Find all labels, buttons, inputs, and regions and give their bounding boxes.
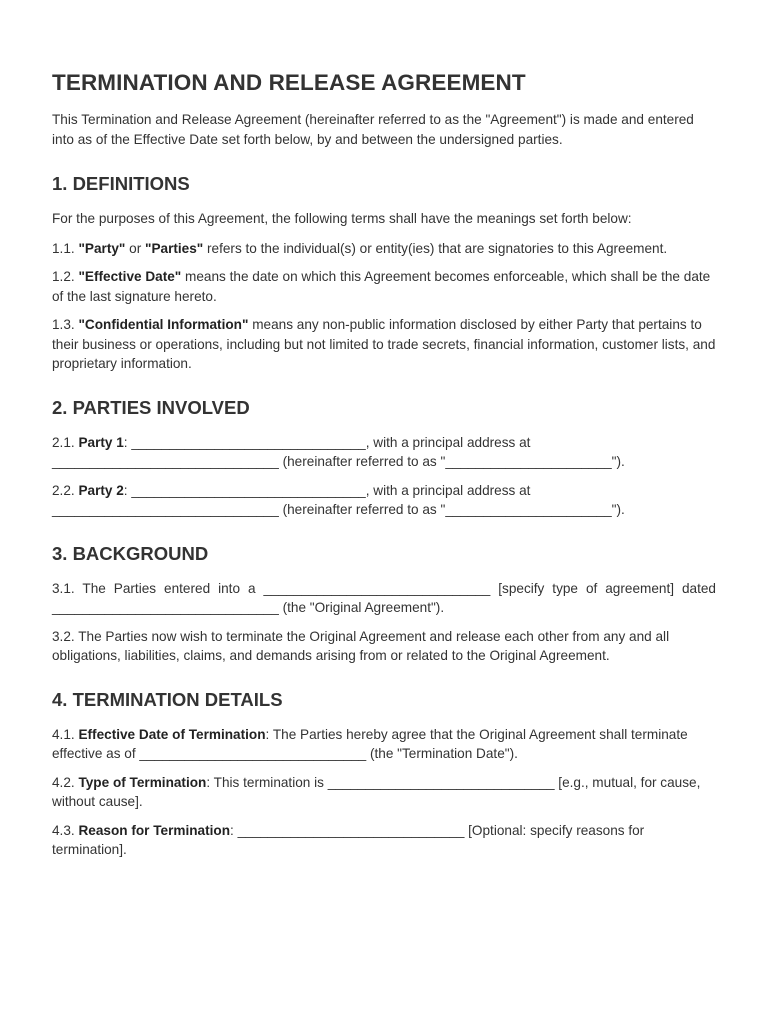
intro-paragraph: This Termination and Release Agreement (hereinafter referred to as the "Agreement") is made and entered into as of the Effective Date set forth below, by and between the undersigned parties. (52, 112, 694, 147)
item-number: 1.3. (52, 317, 79, 332)
section-heading-definitions: 1. DEFINITIONS (52, 173, 190, 194)
definition-text: refers to the individual(s) or entity(ies) that are signatories to this Agreement. (203, 240, 668, 256)
item-number: 1.2. (52, 269, 79, 284)
definition-text: means the date on which this Agreement becomes enforceable, which shall be the date of the last signature hereto. (52, 269, 711, 304)
defined-term: "Parties" (145, 240, 204, 256)
definition-item-party (52, 239, 716, 259)
defined-term: "Effective Date" (78, 269, 182, 284)
background-item-1: 3.1. The Parties entered into a ______________________________ [specify type of agreement] dated ______________________________ (the "Original Agreement"). (52, 580, 716, 615)
clause-text: : This termination is ______________________________ [e.g., mutual, for cause, without cause]. (52, 774, 701, 809)
item-number: 4.2. (52, 774, 79, 790)
document-title: TERMINATION AND RELEASE AGREEMENT (52, 70, 526, 95)
background-item-2: 3.2. The Parties now wish to terminate the Original Agreement and release each other from any and all obligations, liabilities, claims, and demands arising from or related to the Original Agreement. (52, 628, 670, 663)
item-number: 1.1. (52, 240, 79, 256)
termination-item-effective-date (52, 725, 716, 764)
party-label: Party 2 (78, 482, 124, 498)
item-number: 4.3. (52, 822, 79, 838)
definition-item-confidential-information (52, 315, 716, 374)
clause-text: : ______________________________ [Optional: specify reasons for termination]. (52, 822, 645, 857)
clause-text: : The Parties hereby agree that the Original Agreement shall terminate effective as of ______________________________ (the "Termination Date"). (52, 726, 688, 761)
party-text: : _______________________________, with a principal address at ______________________________ (hereinafter referred to as "______________________"). (52, 434, 625, 469)
party-text: : _______________________________, with a principal address at ______________________________ (hereinafter referred to as "______________________"). (52, 482, 625, 517)
party-item-2 (52, 481, 716, 520)
definition-item-effective-date (52, 267, 716, 306)
termination-item-reason (52, 821, 716, 860)
item-number: 4.1. (52, 726, 79, 742)
definition-text: means any non-public information disclosed by either Party that pertains to their business or operations, including but not limited to trade secrets, financial information, customer lists, and proprietary information. (52, 317, 716, 371)
termination-item-type (52, 773, 716, 812)
clause-label: Effective Date of Termination (78, 726, 266, 742)
definitions-lead: For the purposes of this Agreement, the following terms shall have the meanings set forth below: (52, 211, 632, 226)
document-content (52, 70, 716, 860)
section-heading-termination-details: 4. TERMINATION DETAILS (52, 688, 283, 710)
term-connector: or (125, 240, 145, 256)
defined-term: "Confidential Information" (78, 317, 249, 332)
party-label: Party 1 (78, 434, 124, 450)
section-heading-parties: 2. PARTIES INVOLVED (52, 396, 250, 418)
item-number: 2.2. (52, 482, 79, 498)
clause-label: Type of Termination (78, 774, 207, 790)
clause-label: Reason for Termination (78, 822, 231, 838)
defined-term: "Party" (78, 240, 126, 256)
item-number: 2.1. (52, 434, 79, 450)
party-item-1 (52, 433, 716, 472)
section-heading-background: 3. BACKGROUND (52, 542, 209, 564)
